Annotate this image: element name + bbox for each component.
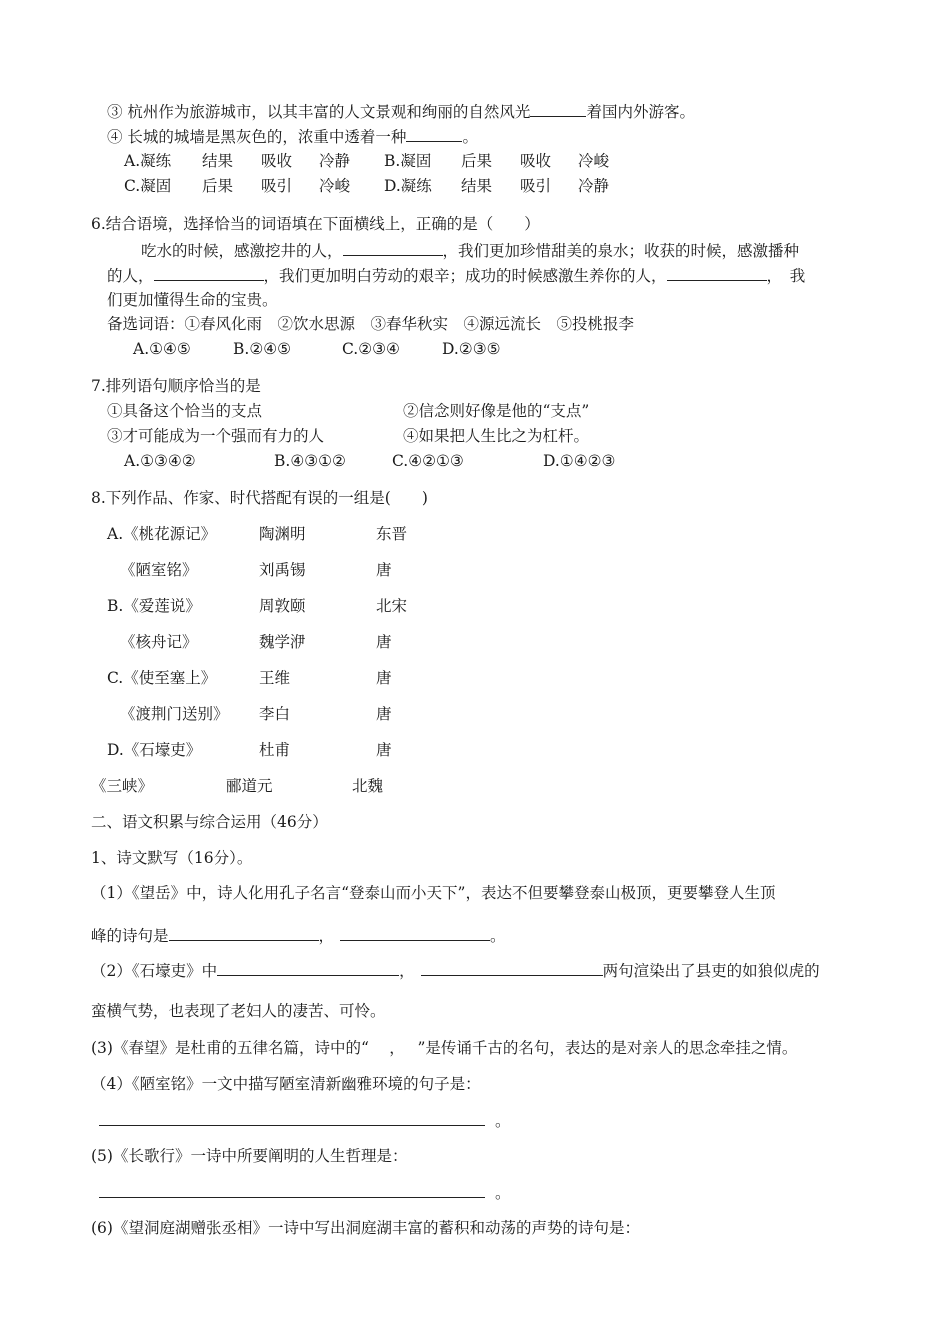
q8-row-era: 东晋 <box>376 525 408 543</box>
q8-row-era: 唐 <box>376 669 392 687</box>
q5-sentence-3 <box>107 101 695 122</box>
q5-option-a-2: 结果 <box>202 152 234 170</box>
q7-option-d: D.①④②③ <box>543 452 616 470</box>
q8-row-author: 刘禹锡 <box>259 561 306 579</box>
q7-option-b: B.④③①② <box>274 452 346 470</box>
q6-p1a: 吃水的时候，感激挖井的人， <box>141 242 343 260</box>
q7-sentence-1: ①具备这个恰当的支点 <box>107 402 263 420</box>
q6-p1b: ，我们更加珍惜甜美的泉水；收获的时候，感激播种 <box>442 242 800 260</box>
q5-option-c-4: 冷峻 <box>319 177 351 195</box>
q7-stem: 7.排列语句顺序恰当的是 <box>91 377 261 395</box>
q8-row-work: C.《使至塞上》 <box>107 669 217 687</box>
q6-blank-1 <box>343 240 443 256</box>
q5-option-c: C.凝固 <box>124 177 172 195</box>
q8-row-era: 唐 <box>376 561 392 579</box>
q5-option-b-4: 冷峻 <box>578 152 610 170</box>
q6-paragraph-line-1 <box>141 240 799 261</box>
item-1-period: 。 <box>490 927 506 945</box>
q6-p2c: ， 我 <box>766 267 806 285</box>
item-1-prefix: 峰的诗句是 <box>91 927 169 945</box>
q8-row-author: 陶渊明 <box>259 525 306 543</box>
item-2-blank-2 <box>421 960 603 976</box>
item-1-line-2 <box>91 925 506 946</box>
q5-s3-blank <box>530 101 586 117</box>
item-2-tail: 两句渲染出了县吏的如狼似虎的 <box>602 962 820 980</box>
q8-row-era: 唐 <box>376 741 392 759</box>
q8-row-author: 魏学洢 <box>259 633 306 651</box>
q5-s3-tail: 着国内外游客。 <box>586 103 695 121</box>
item-4-period: 。 <box>495 1112 511 1130</box>
q6-blank-2 <box>154 265 264 281</box>
q5-option-a-3: 吸收 <box>261 152 293 170</box>
q8-row-era: 北魏 <box>352 777 384 795</box>
item-6-line: (6)《望洞庭湖赠张丞相》一诗中写出洞庭湖丰富的蓄积和动荡的声势的诗句是： <box>91 1219 640 1237</box>
q8-row-work: 《核舟记》 <box>120 633 198 651</box>
q8-row-work: 《渡荆门送别》 <box>120 705 229 723</box>
item-1-blank-1 <box>169 925 319 941</box>
item-2-blank-1 <box>217 960 399 976</box>
q5-option-d-3: 吸引 <box>520 177 552 195</box>
q5-s4-text: ④ 长城的城墙是黑灰色的，浓重中透着一种 <box>107 128 407 146</box>
subsection-title: 1、诗文默写（16分）。 <box>91 849 253 867</box>
q5-option-b-2: 后果 <box>461 152 493 170</box>
q6-blank-3 <box>667 265 767 281</box>
item-2-line-1 <box>91 960 820 981</box>
q8-row-work: A.《桃花源记》 <box>107 525 217 543</box>
q6-paragraph-line-2 <box>107 265 805 286</box>
q7-sentence-3: ③才可能成为一个强而有力的人 <box>107 427 325 445</box>
item-2-prefix: （2）《石壕吏》中 <box>91 962 218 980</box>
item-1-comma: ， <box>318 927 335 945</box>
q5-option-b: B.凝固 <box>384 152 432 170</box>
q6-stem: 6.结合语境，选择恰当的词语填在下面横线上，正确的是（ ） <box>91 215 540 233</box>
q7-sentence-2: ②信念则好像是他的“支点” <box>403 402 590 420</box>
q7-option-a: A.①③④② <box>124 452 196 470</box>
item-2-comma: ， <box>399 962 415 980</box>
q8-row-author: 王维 <box>259 669 291 687</box>
q6-p2a: 的人， <box>107 267 154 285</box>
q8-row-work: 《三峡》 <box>91 777 154 795</box>
section-title: 二、语文积累与综合运用（46分） <box>91 813 328 831</box>
q5-sentence-4 <box>107 126 478 147</box>
q6-paragraph-line-3: 们更加懂得生命的宝贵。 <box>107 291 278 309</box>
q5-s4-tail: 。 <box>462 128 478 146</box>
q5-option-a: A.凝练 <box>124 152 172 170</box>
q5-option-b-3: 吸收 <box>520 152 552 170</box>
q6-option-b: B.②④⑤ <box>233 340 292 358</box>
q8-row-era: 北宋 <box>376 597 408 615</box>
q8-row-author: 郦道元 <box>226 777 273 795</box>
item-1-blank-2 <box>340 925 490 941</box>
q5-s4-blank <box>406 126 462 142</box>
q6-option-a: A.①④⑤ <box>133 340 191 358</box>
q8-row-work: B.《爱莲说》 <box>107 597 201 615</box>
q8-row-author: 杜甫 <box>259 741 291 759</box>
q5-option-a-4: 冷静 <box>319 152 351 170</box>
q6-p2b: ，我们更加明白劳动的艰辛；成功的时候感激生养你的人， <box>263 267 667 285</box>
q7-option-c: C.④②①③ <box>392 452 464 470</box>
q5-option-c-2: 后果 <box>202 177 234 195</box>
q6-option-d: D.②③⑤ <box>442 340 501 358</box>
q8-row-era: 唐 <box>376 705 392 723</box>
item-5-period: 。 <box>495 1184 511 1202</box>
q8-row-work: 《陋室铭》 <box>120 561 198 579</box>
q8-row-era: 唐 <box>376 633 392 651</box>
item-5-blank <box>99 1182 485 1198</box>
item-5-line: (5)《长歌行》一诗中所要阐明的人生哲理是： <box>91 1147 408 1165</box>
q6-option-c: C.②③④ <box>342 340 400 358</box>
item-1-line-1: （1）《望岳》中，诗人化用孔子名言“登泰山而小天下”，表达不但要攀登泰山极顶，更要攀登人生顶 <box>91 884 776 902</box>
q5-option-c-3: 吸引 <box>261 177 293 195</box>
q5-s3-text: ③ 杭州作为旅游城市，以其丰富的人文景观和绚丽的自然风光 <box>107 103 531 121</box>
q8-stem: 8.下列作品、作家、时代搭配有误的一组是( ) <box>91 489 428 507</box>
item-4-blank <box>99 1110 485 1126</box>
q7-sentence-4: ④如果把人生比之为杠杆。 <box>403 427 590 445</box>
item-4-line: （4）《陋室铭》一文中描写陋室清新幽雅环境的句子是： <box>91 1075 481 1093</box>
q5-option-d-2: 结果 <box>461 177 493 195</box>
q5-option-d: D.凝练 <box>384 177 432 195</box>
q8-row-author: 李白 <box>259 705 291 723</box>
item-3-line: (3)《春望》是杜甫的五律名篇，诗中的“ ， ”是传诵千古的名句，表达的是对亲人的思念牵挂之情。 <box>91 1039 798 1057</box>
q8-row-work: D.《石壕吏》 <box>107 741 202 759</box>
item-5-answer-line <box>99 1182 511 1203</box>
item-4-answer-line <box>99 1110 511 1131</box>
item-2-line-2: 蛮横气势，也表现了老妇人的凄苦、可怜。 <box>91 1002 386 1020</box>
q5-option-d-4: 冷静 <box>578 177 610 195</box>
q8-row-author: 周敦颐 <box>259 597 306 615</box>
q6-word-bank: 备选词语：①春风化雨 ②饮水思源 ③春华秋实 ④源远流长 ⑤投桃报李 <box>107 315 635 333</box>
